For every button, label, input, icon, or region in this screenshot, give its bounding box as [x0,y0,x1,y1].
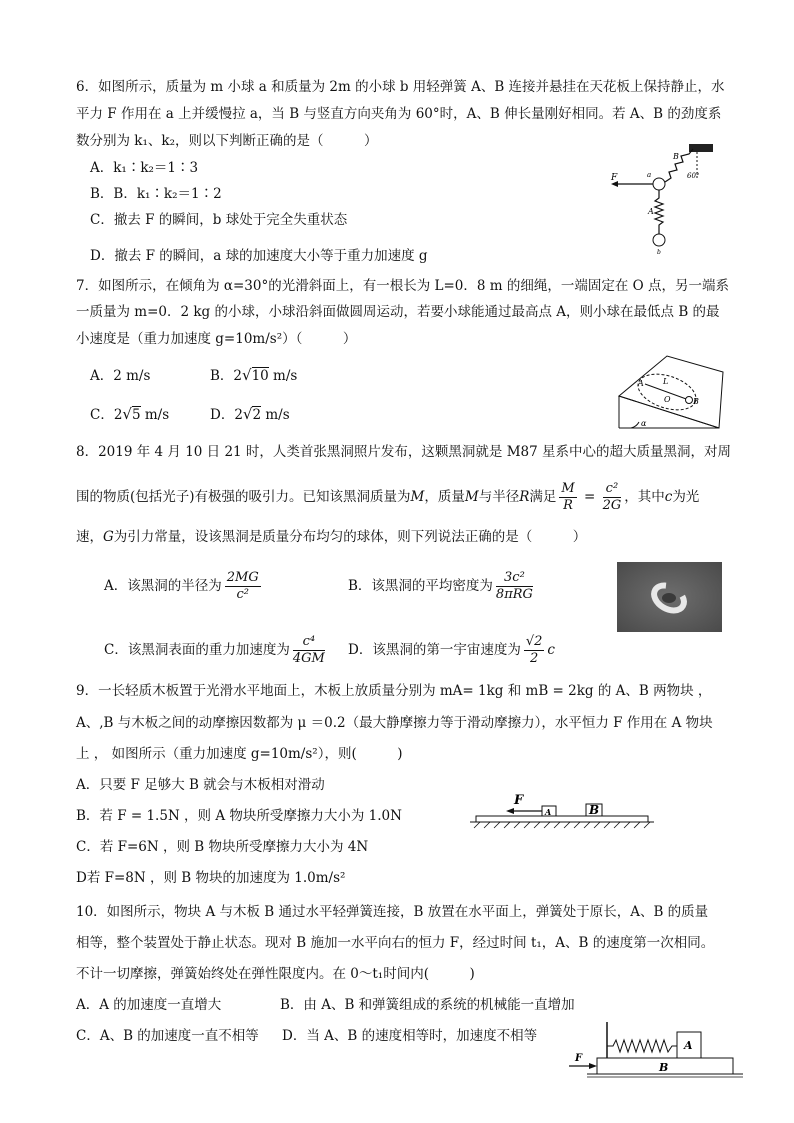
q7-incline-figure [615,352,727,432]
q8-option-c: C．该黑洞表面的重力加速度为 $\frac{\text{c⁴}}{4GM}$ [104,634,325,666]
q9-stem-line-1: 9．一长轻质木板置于光滑水平地面上，木板上放质量分别为 mA= 1kg 和 mB = 2kg 的 A、B 两物块 ， [76,683,712,699]
q7-label-alpha: α [641,419,647,428]
q6-option-b: B．B．k₁∶k₂＝1∶2 [90,186,222,202]
q10-option-c: C．A、B 的加速度一直不相等 [76,1028,259,1044]
q8-option-b: B．该黑洞的平均密度为 $\frac{\text{3c²}}{\text{8πRG}}$ [348,570,533,602]
q6-stem-line-2: 平力 F 作用在 a 上并缓慢拉 a，当 B 与竖直方向夹角为 60°时，A、B 伸长量刚好相同。若 A、B 的劲度系 [76,106,722,122]
q9-board-figure [470,792,660,832]
q10-label-b: B [659,1061,669,1074]
q6-option-c: C．撤去 F 的瞬间，b 球处于完全失重状态 [90,212,348,228]
q9-stem-line-3: 上 ， 如图所示（重力加速度 g=10m/s²），则( ) [76,746,403,762]
q9-option-b: B．若 F = 1.5N ，则 A 物块所受摩擦力大小为 1.0N [76,808,402,824]
black-hole-photo [617,562,722,632]
q7-label-b: B [693,397,699,406]
q9-option-c: C．若 F=6N ，则 B 物块所受摩擦力大小为 4N [76,839,369,855]
q8-fraction-m-over-r: $\frac{M}{R}$ [561,481,575,513]
q6-label-angle: 60° [687,172,700,180]
q6-ball-b [653,234,665,246]
q6-ceiling [689,144,713,152]
q10-option-b: B．由 A、B 和弹簧组成的系统的机械能一直增加 [280,997,575,1013]
q10-spring [607,1040,677,1052]
q8-stem-line-2: 围的物质(包括光子)有极强的吸引力。已知该黑洞质量为M，质量M与半径R满足 $\frac{M}{R}$ = $\frac{\text{c²}}{2G}$ ，其中c为光 [76,481,700,513]
q8-option-d: D．该黑洞的第一宇宙速度为 $\frac{√2}{2}$ c [348,634,555,666]
q6-label-a: a [647,171,652,179]
q10-stem-line-2: 相等，整个装置处于静止状态。现对 B 施加一水平向右的恒力 F，经过时间 t₁，A、B 的速度第一次相同。 [76,935,715,951]
q10-label-f: F [575,1053,583,1064]
q10-stem-line-3: 不计一切摩擦，弹簧始终处在弹性限度内。在 0～t₁时间内( ) [76,966,475,982]
q6-label-b-spring: B [673,152,679,161]
q7-option-a: A．2 m/s [90,368,151,384]
q6-ball-a [653,178,665,190]
q6-label-a-spring: A [648,207,654,216]
q10-option-d: D．当 A、B 的速度相等时，加速度不相等 [282,1028,538,1044]
q6-spring-figure [605,140,715,255]
q7-incline-plane [619,356,723,428]
q9-label-a: A [545,807,552,817]
q8-stem-line-3: 速，G为引力常量，设该黑洞是质量分布均匀的球体，则下列说法正确的是（ ） [76,529,587,545]
q9-option-a: A．只要 F 足够大 B 就会与木板相对滑动 [76,777,325,793]
q6-label-b: b [657,249,661,255]
q7-stem-line-2: 一质量为 m=0．2 kg 的小球，小球沿斜面做圆周运动，若要小球能通过最高点 A，则小球在最低点 B 的最 [76,304,720,320]
q8-fraction-c2-over-2g: $\frac{\text{c²}}{2G}$ [602,481,622,513]
q9-board [476,816,648,822]
q6-stem-line-1: 6．如图所示，质量为 m 小球 a 和质量为 2m 的小球 b 用轻弹簧 A、B 连接并悬挂在天花板上保持静止，水 [76,79,725,95]
q10-option-a: A．A 的加速度一直增大 [76,997,222,1013]
q7-angle-arc [631,422,639,428]
q7-label-l: L [663,377,669,386]
q7-label-o: O [664,395,671,404]
q7-stem-line-3: 小速度是（重力加速度 g=10m/s²）（ ） [76,331,357,347]
q8-option-a: A．该黑洞的半径为 $\frac{2MG}{\text{c²}}$ [104,570,259,602]
q9-stem-line-2: A、,B 与木板之间的动摩擦因数都为 μ ＝0.2（最大静摩擦力等于滑动摩擦力），水平恒力 F 作用在 A 物块 [76,715,713,731]
q6-option-a: A．k₁∶k₂＝1∶3 [90,160,199,176]
q9-ground-hatch [474,822,650,828]
q6-spring-a [655,190,663,234]
q10-spring-board-figure [567,1016,747,1081]
q6-label-f: F [611,173,618,183]
q7-option-d: D．2√2 m/s [210,405,290,423]
q9-label-f: F [514,793,524,808]
q7-ball [686,397,693,404]
q7-label-a: A [638,379,644,388]
q10-stem-line-1: 10．如图所示，物块 A 与木板 B 通过水平轻弹簧连接，B 放置在水平面上，弹簧处于原长，A、B 的质量 [76,904,709,920]
q10-label-a: A [684,1039,693,1052]
q10-force-arrowhead [589,1063,597,1069]
q9-label-b: B [589,803,600,817]
q9-force-arrowhead [506,808,514,814]
q7-option-c: C．2√5 m/s [90,405,170,423]
q9-option-d: D若 F=8N ，则 B 物块的加速度为 1.0m/s² [76,870,346,886]
q6-stem-line-3: 数分别为 k₁、k₂，则以下判断正确的是（ ） [76,133,378,149]
q8-stem-line-1: 8．2019 年 4 月 10 日 21 时，人类首张黑洞照片发布，这颗黑洞就是 M87 星系中心的超大质量黑洞，对周 [76,444,732,460]
q7-option-b: B．2√10 m/s [210,366,298,384]
q6-option-d: D．撤去 F 的瞬间，a 球的加速度大小等于重力加速度 g [90,248,428,264]
q7-stem-line-1: 7．如图所示，在倾角为 α=30°的光滑斜面上，有一根长为 L=0．8 m 的细绳，一端固定在 O 点，另一端系 [76,278,730,294]
